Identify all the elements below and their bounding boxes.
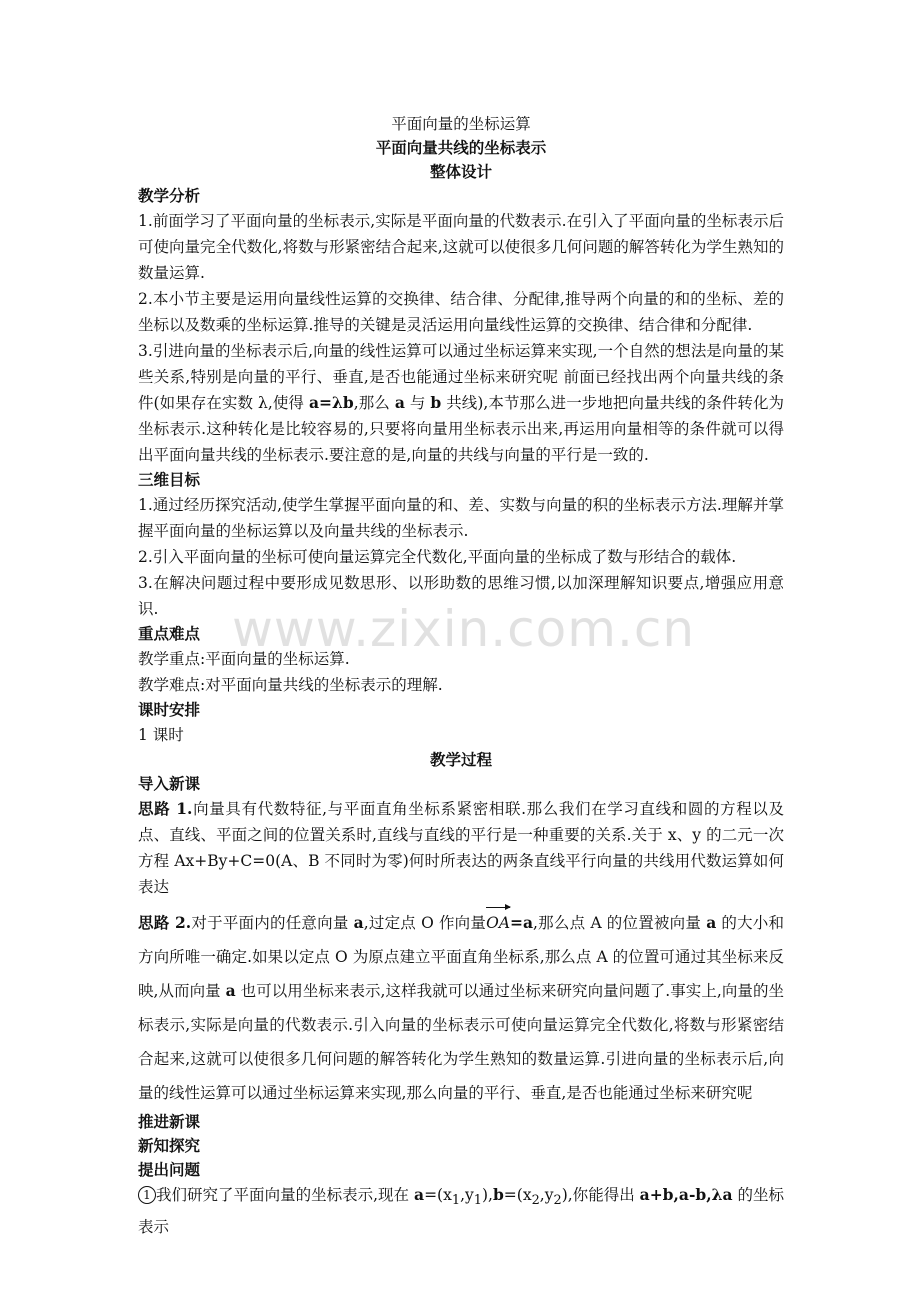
- vector-oa: OA: [486, 906, 510, 940]
- doc-title: 平面向量的坐标运算: [391, 115, 531, 133]
- doc-subtitle: 平面向量共线的坐标表示: [375, 138, 547, 157]
- circled-number-icon: 1: [138, 1186, 156, 1204]
- heading-schedule: 课时安排: [138, 700, 201, 719]
- heading-analysis: 教学分析: [138, 186, 201, 205]
- goals-paragraph-1: 1.通过经历探究活动,使学生掌握平面向量的和、差、实数与向量的积的坐标表示方法.理解并掌握平面向量的坐标运算以及向量共线的坐标表示.: [138, 496, 784, 540]
- heading-intro: 导入新课: [138, 774, 201, 793]
- analysis-paragraph-2: 2.本小节主要是运用向量线性运算的交换律、结合律、分配律,推导两个向量的和的坐标、差的坐标以及数乘的坐标运算.推导的关键是灵活运用向量线性运算的交换律、结合律和分配律.: [138, 290, 784, 334]
- schedule-text: 1 课时: [138, 726, 184, 744]
- document-page: [138, 112, 784, 1240]
- watermark: www.zixin.com.cn: [232, 600, 696, 658]
- analysis-paragraph-3: 3.引进向量的坐标表示后,向量的线性运算可以通过坐标运算来实现,一个自然的想法是向量的某些关系,特别是向量的平行、垂直,是否也能通过坐标来研究呢 前面已经找出两个向量共线的条件(如果存在实数 λ,使得 a=λb,那么 a 与 b 共线),本节那么进一步地把向量共线的条件转化为坐标表示.这种转化是比较容易的,只要将向量用坐标表示出来,再运用向量相等的条件就可以得出平面向量共线的坐标表示.要注意的是,向量的共线与向量的平行是一致的.: [138, 342, 785, 464]
- heading-keypoints: 重点难点: [138, 624, 201, 643]
- goals-paragraph-3: 3.在解决问题过程中要形成见数思形、以形助数的思维习惯,以加深理解知识要点,增强应用意识.: [138, 574, 784, 618]
- heading-explore: 新知探究: [138, 1136, 201, 1155]
- heading-question: 提出问题: [138, 1160, 201, 1179]
- section-title-design: 整体设计: [429, 162, 492, 181]
- question-1: 1 我们研究了平面向量的坐标表示,现在 $a=(x_1,y_1),b=(x_2,y_2)$,你能得出 a+b,a-b,λa 的坐标表示: [138, 1185, 784, 1237]
- heading-goals: 三维目标: [138, 470, 201, 489]
- heading-process: 教学过程: [429, 750, 492, 769]
- analysis-paragraph-1: 1.前面学习了平面向量的坐标表示,实际是平面向量的代数表示.在引入了平面向量的坐标表示后可使向量完全代数化,将数与形紧密结合起来,这就可以使很多几何问题的解答转化为学生熟知的数量运算.: [138, 212, 784, 282]
- goals-paragraph-2: 2.引入平面向量的坐标可使向量运算完全代数化,平面向量的坐标成了数与形结合的载体.: [138, 548, 737, 566]
- keypoint-focus: 教学重点:平面向量的坐标运算.: [138, 650, 350, 668]
- idea-2-paragraph: 思路 2.对于平面内的任意向量 a,过定点 O 作向量OA=a,那么点 A 的位置被向量 a 的大小和方向所唯一确定.如果以定点 O 为原点建立平面直角坐标系,那么点 A 的位置可通过其坐标来反映,从而向量 a 也可以用坐标来表示,这样我就可以通过坐标来研究向量问题了.事实上,向量的坐标表示,实际是向量的代数表示.引入向量的坐标表示可使向量运算完全代数化,将数与形紧密结合起来,这就可以使很多几何问题的解答转化为学生熟知的数量运算.引进向量的坐标表示后,向量的线性运算可以通过坐标运算来实现,那么向量的平行、垂直,是否也能通过坐标来研究呢: [138, 906, 784, 1110]
- keypoint-difficulty: 教学难点:对平面向量共线的坐标表示的理解.: [138, 676, 443, 694]
- heading-advance: 推进新课: [138, 1112, 201, 1131]
- idea-1-paragraph: 思路 1.向量具有代数特征,与平面直角坐标系紧密相联.那么我们在学习直线和圆的方程以及点、直线、平面之间的位置关系时,直线与直线的平行是一种重要的关系.关于 x、y 的二元一次方程 Ax+By+C=0(A、B 不同时为零)何时所表达的两条直线平行向量的共线用代数运算如何表达: [138, 799, 785, 896]
